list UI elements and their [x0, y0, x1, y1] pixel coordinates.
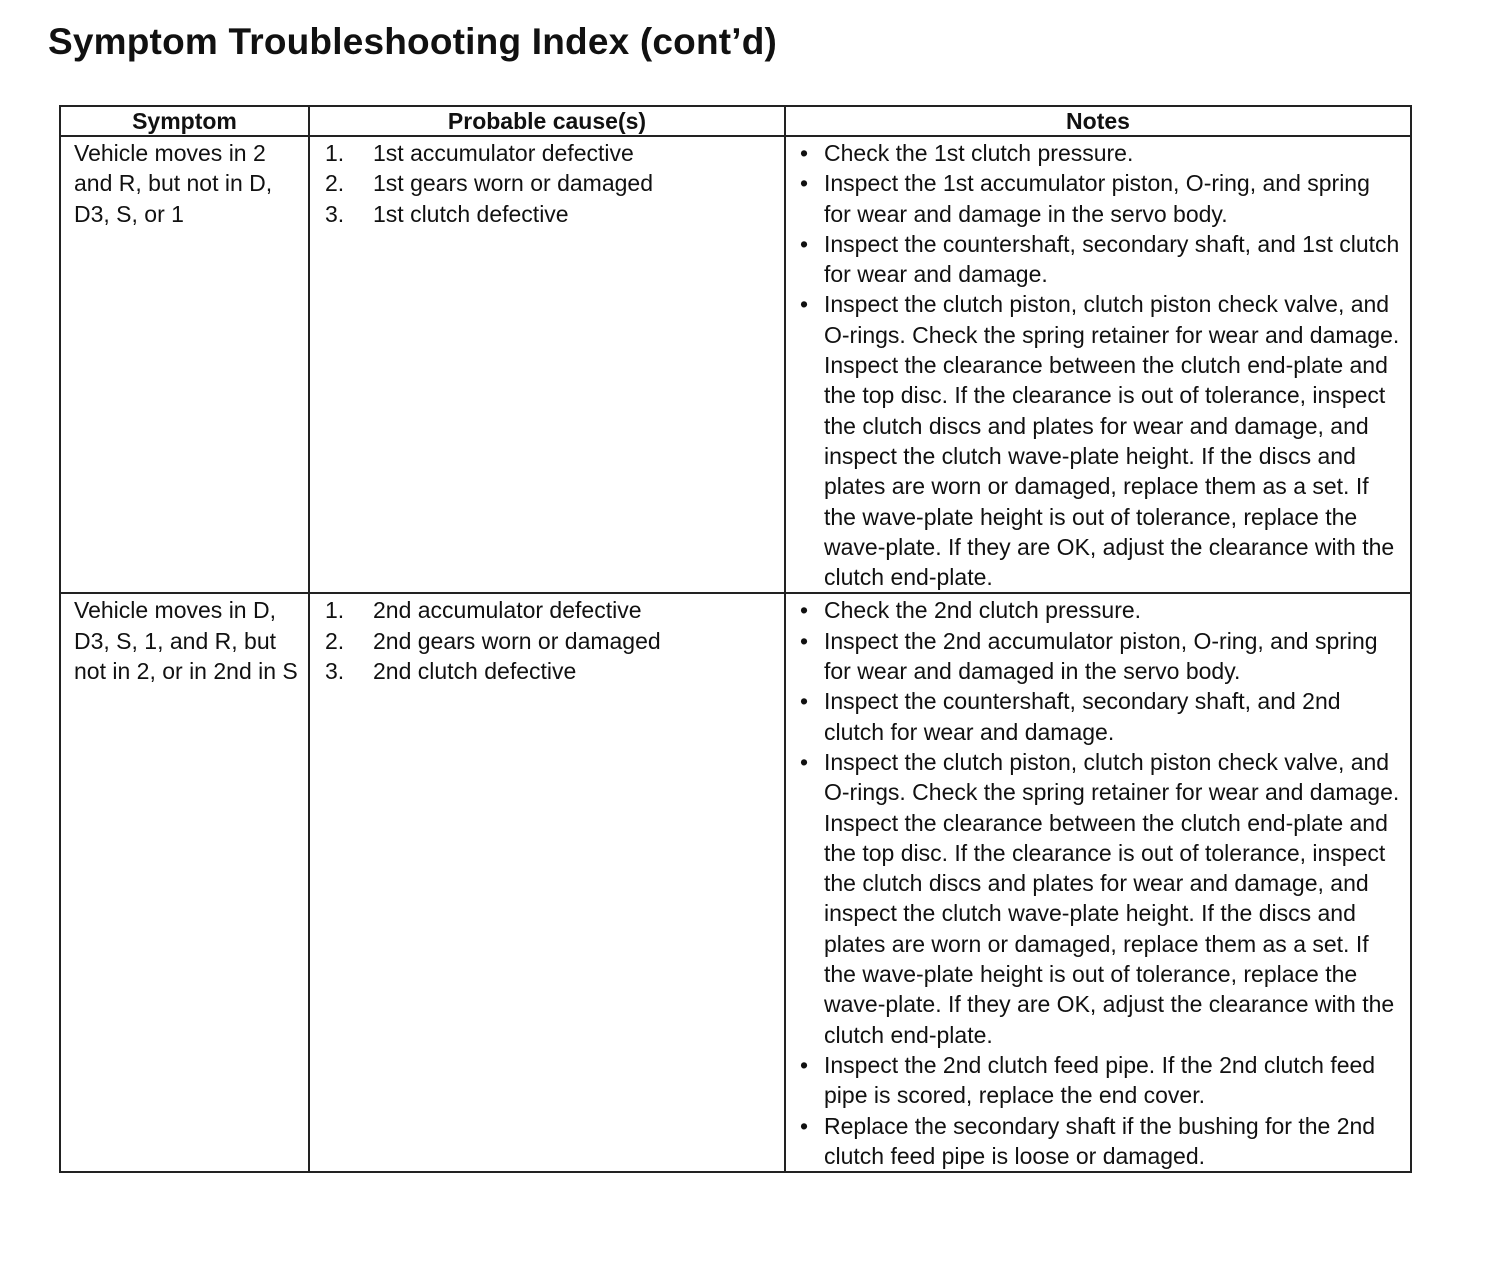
note-text: Replace the secondary shaft if the bushing for the 2nd clutch feed pipe is loose or damaged. [824, 1112, 1376, 1169]
note-text: Check the 1st clutch pressure. [824, 140, 1134, 166]
note-text: Inspect the 2nd clutch feed pipe. If the 2nd clutch feed pipe is scored, replace the end cover. [824, 1051, 1376, 1109]
notes-cell [785, 593, 1411, 1172]
cause-number: 3. [325, 658, 345, 685]
note-text: Inspect the countershaft, secondary shaft, and 2nd clutch for wear and damage. [824, 688, 1341, 745]
table-header-row [60, 106, 1411, 136]
cause-number: 3. [325, 200, 345, 227]
cause-number: 1. [325, 140, 345, 166]
bullet-icon: • [800, 688, 809, 715]
bullet-icon: • [800, 170, 809, 197]
cause-list [325, 595, 778, 686]
cause-text: 2nd clutch defective [373, 658, 577, 685]
note-text: Inspect the clutch piston, clutch piston check valve, and O-rings. Check the spring retainer for wear and damage. Inspect the clearance between the clutch end-plate and the top disc. If the clearance is out of tolerance, inspect the clutch discs and plates for wear and damage, and inspect the clutch wave-plate height. If the discs and plates are worn or damaged, replace them as a set. If the wave-plate height is out of tolerance, replace the wave-plate. If they are OK, adjust the clearance with the clutch end-plate. [824, 748, 1400, 1048]
note-text: Inspect the 1st accumulator piston, O-ring, and spring for wear and damage in the servo body. [824, 170, 1370, 227]
cause-item [325, 138, 778, 168]
troubleshooting-table [59, 105, 1412, 1173]
note-text: Inspect the clutch piston, clutch piston check valve, and O-rings. Check the spring retainer for wear and damage. Inspect the clearance between the clutch end-plate and the top disc. If the clearance is out of tolerance, inspect the clutch discs and plates for wear and damage, and inspect the clutch wave-plate height. If the discs and plates are worn or damaged, replace them as a set. If the wave-plate height is out of tolerance, replace the wave-plate. If they are OK, adjust the clearance with the clutch end-plate. [824, 291, 1400, 591]
bullet-icon: • [800, 1051, 809, 1078]
cause-item [325, 199, 778, 229]
note-text: Check the 2nd clutch pressure. [824, 597, 1142, 624]
note-item [800, 229, 1400, 290]
bullet-icon: • [800, 230, 809, 257]
cause-item [325, 626, 778, 656]
note-item [800, 138, 1400, 168]
note-item [800, 168, 1400, 229]
cause-item [325, 595, 778, 625]
causes-cell [309, 593, 785, 1172]
table-row [60, 593, 1411, 1172]
note-text: Inspect the countershaft, secondary shaft, and 1st clutch for wear and damage. [824, 230, 1400, 288]
symptom-cell [60, 136, 309, 593]
note-item [800, 1050, 1400, 1111]
note-list [800, 138, 1400, 592]
note-item [800, 595, 1400, 625]
header-symptom: Symptom [60, 106, 309, 136]
header-probable-causes: Probable cause(s) [309, 106, 785, 136]
cause-text: 1st clutch defective [373, 200, 569, 227]
bullet-icon: • [800, 140, 809, 166]
bullet-icon: • [800, 1112, 809, 1139]
cause-text: 1st accumulator defective [373, 140, 634, 166]
bullet-icon: • [800, 597, 809, 624]
cause-number: 2. [325, 170, 345, 197]
cause-text: 2nd gears worn or damaged [373, 627, 661, 654]
note-item [800, 686, 1400, 747]
notes-cell [785, 136, 1411, 593]
symptom-text: Vehicle moves in D, D3, S, 1, and R, but not in 2, or in 2nd in S [74, 597, 298, 685]
cause-list [325, 138, 778, 229]
note-item [800, 747, 1400, 1050]
bullet-icon: • [800, 291, 809, 318]
table-row [60, 136, 1411, 593]
header-notes: Notes [785, 106, 1411, 136]
note-item [800, 1111, 1400, 1172]
note-item [800, 289, 1400, 592]
cause-item [325, 168, 778, 198]
bullet-icon: • [800, 627, 809, 654]
note-item [800, 626, 1400, 687]
page-title: Symptom Troubleshooting Index (cont’d) [48, 21, 778, 62]
causes-cell [309, 136, 785, 593]
cause-number: 1. [325, 597, 345, 624]
symptom-text: Vehicle moves in 2 and R, but not in D, D3, S, or 1 [74, 140, 273, 227]
note-list [800, 595, 1400, 1171]
bullet-icon: • [800, 748, 809, 775]
cause-text: 2nd accumulator defective [373, 597, 642, 624]
note-text: Inspect the 2nd accumulator piston, O-ring, and spring for wear and damaged in the servo body. [824, 627, 1378, 685]
cause-number: 2. [325, 627, 345, 654]
cause-item [325, 656, 778, 686]
cause-text: 1st gears worn or damaged [373, 170, 653, 197]
symptom-cell [60, 593, 309, 1172]
